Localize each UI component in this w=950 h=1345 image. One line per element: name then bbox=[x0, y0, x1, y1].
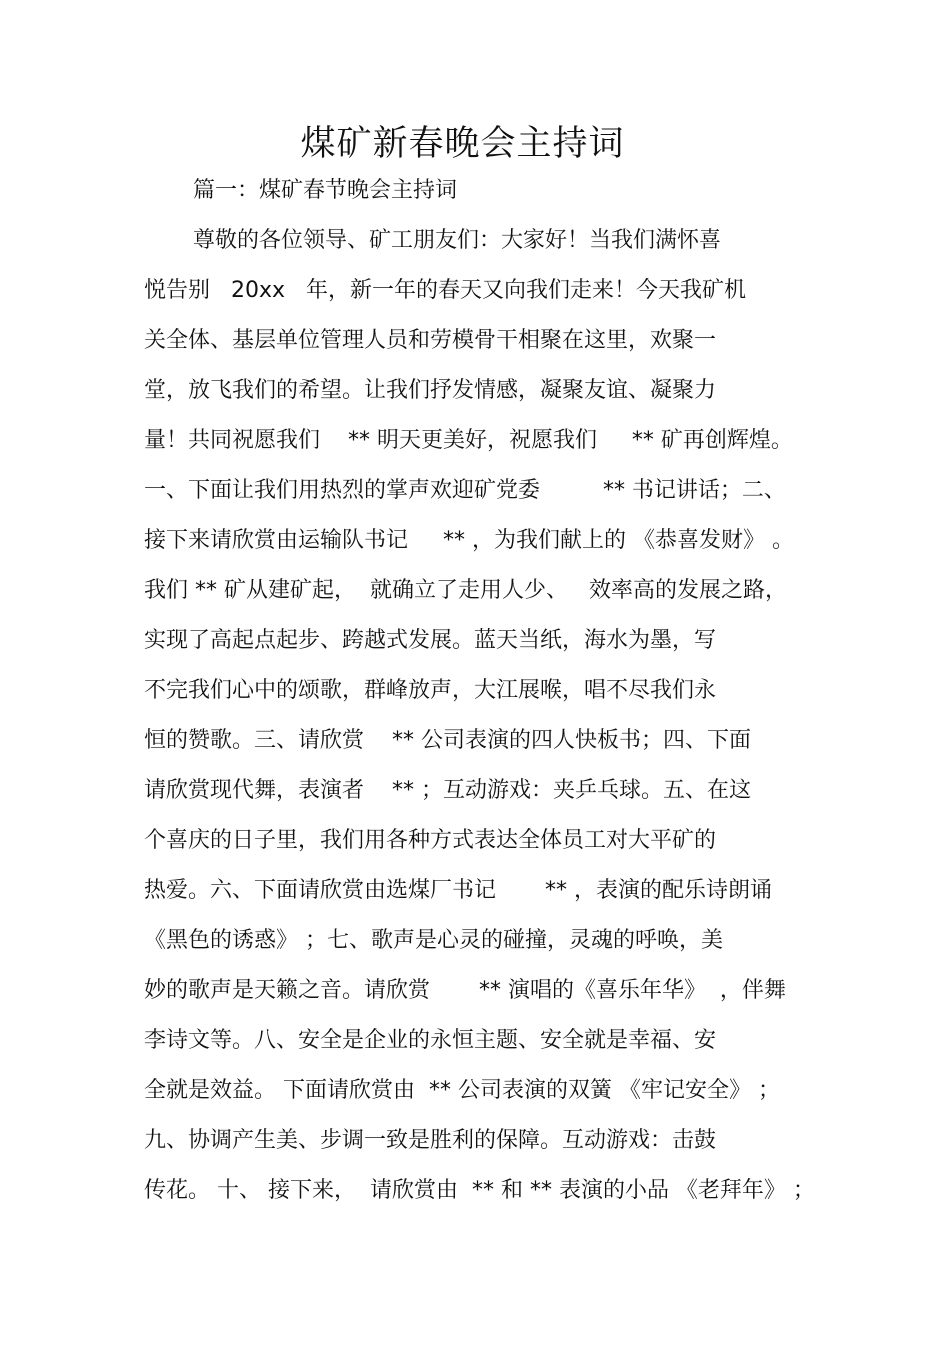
body-line: 传花。 十、 接下来， 请欣赏由 ** 和 ** 表演的小品 《老拜年》 ； bbox=[144, 1178, 815, 1203]
body-line: 李诗文等。八、安全是企业的永恒主题、安全就是幸福、安 bbox=[144, 1028, 717, 1053]
body-line: 恒的赞歌。三、请欣赏 ** 公司表演的四人快板书；四、下面 bbox=[144, 728, 751, 753]
body-line: 《黑色的诱惑》 ；七、歌声是心灵的碰撞，灵魂的呼唤，美 bbox=[144, 928, 723, 953]
body-line: 实现了高起点起步、跨越式发展。蓝天当纸，海水为墨，写 bbox=[144, 628, 717, 653]
body-line: 全就是效益。 下面请欣赏由 ** 公司表演的双簧 《牢记安全》 ； bbox=[144, 1078, 780, 1103]
body-line: 一、下面让我们用热烈的掌声欢迎矿党委 ** 书记讲话；二、 bbox=[144, 478, 786, 503]
document-subtitle: 篇一：煤矿春节晚会主持词 bbox=[193, 178, 458, 203]
body-line: 请欣赏现代舞，表演者 ** ；互动游戏：夹乒乓球。五、在这 bbox=[144, 778, 751, 803]
body-line: 热爱。六、下面请欣赏由选煤厂书记 ** ，表演的配乐诗朗诵 bbox=[144, 878, 772, 903]
document-title: 煤矿新春晚会主持词 bbox=[300, 124, 625, 164]
body-line: 量！共同祝愿我们 ** 明天更美好，祝愿我们 ** 矿再创辉煌。 bbox=[144, 428, 793, 453]
body-line: 个喜庆的日子里，我们用各种方式表达全体员工对大平矿的 bbox=[144, 828, 717, 853]
body-line: 不完我们心中的颂歌，群峰放声，大江展喉，唱不尽我们永 bbox=[144, 678, 717, 703]
body-line: 九、协调产生美、步调一致是胜利的保障。互动游戏：击鼓 bbox=[144, 1128, 717, 1153]
body-line: 悦告别 20xx 年，新一年的春天又向我们走来！今天我矿机 bbox=[144, 278, 746, 303]
document-body bbox=[144, 225, 814, 1225]
body-line: 我们 ** 矿从建矿起， 就确立了走用人少、 效率高的发展之路， bbox=[144, 578, 787, 603]
body-line: 妙的歌声是天籁之音。请欣赏 ** 演唱的《喜乐年华》 ，伴舞 bbox=[144, 978, 786, 1003]
body-line: 关全体、基层单位管理人员和劳模骨干相聚在这里，欢聚一 bbox=[144, 328, 717, 353]
body-line: 接下来请欣赏由运输队书记 ** ，为我们献上的 《恭喜发财》 。 bbox=[144, 528, 794, 553]
body-line: 尊敬的各位领导、矿工朋友们：大家好！当我们满怀喜 bbox=[193, 228, 722, 253]
body-line: 堂，放飞我们的希望。让我们抒发情感，凝聚友谊、凝聚力 bbox=[144, 378, 717, 403]
